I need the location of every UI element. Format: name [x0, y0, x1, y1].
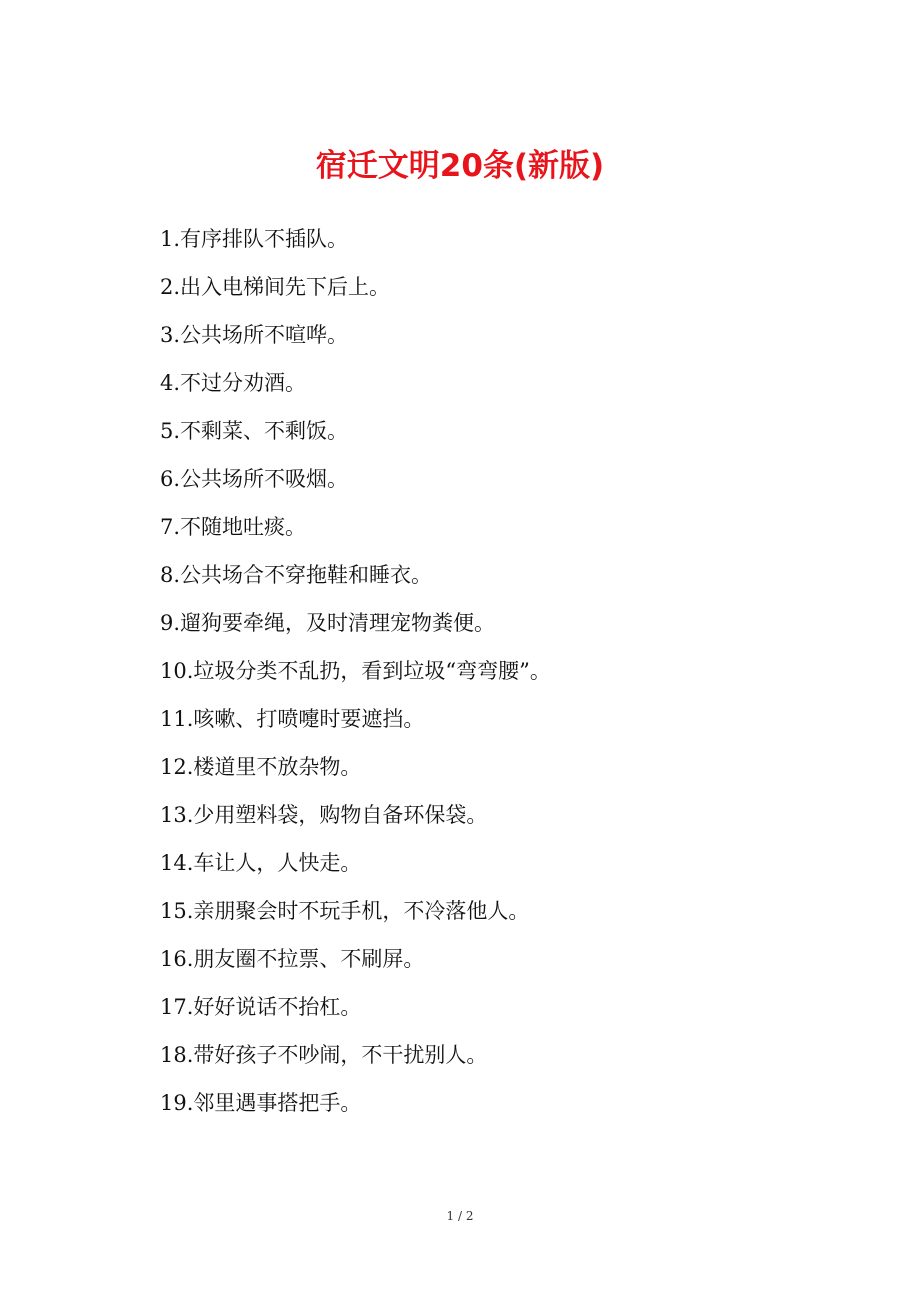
rule-item: 17.好好说话不抬杠。	[160, 995, 362, 1019]
rules-list	[160, 215, 551, 1127]
rule-item: 9.遛狗要牵绳，及时清理宠物粪便。	[160, 611, 496, 635]
rule-item: 12.楼道里不放杂物。	[160, 755, 362, 779]
rule-item: 16.朋友圈不拉票、不刷屏。	[160, 947, 425, 971]
page-number: 1 / 2	[446, 1209, 474, 1223]
rule-item: 15.亲朋聚会时不玩手机，不冷落他人。	[160, 899, 530, 923]
rule-item: 5.不剩菜、不剩饭。	[160, 419, 349, 443]
rule-item: 3.公共场所不喧哗。	[160, 323, 349, 347]
rule-item: 2.出入电梯间先下后上。	[160, 275, 391, 299]
rule-item: 4.不过分劝酒。	[160, 371, 307, 395]
rule-item: 10.垃圾分类不乱扔，看到垃圾“弯弯腰”。	[160, 659, 551, 683]
page-title: 宿迁文明20条(新版)	[315, 148, 605, 184]
rule-item: 13.少用塑料袋，购物自备环保袋。	[160, 803, 488, 827]
rule-item: 8.公共场合不穿拖鞋和睡衣。	[160, 563, 433, 587]
rule-item: 6.公共场所不吸烟。	[160, 467, 349, 491]
rule-item: 14.车让人，人快走。	[160, 851, 362, 875]
rule-item: 18.带好孩子不吵闹，不干扰别人。	[160, 1043, 488, 1067]
rule-item: 1.有序排队不插队。	[160, 227, 349, 251]
rule-item: 11.咳嗽、打喷嚏时要遮挡。	[160, 707, 425, 731]
rule-item: 19.邻里遇事搭把手。	[160, 1091, 362, 1115]
rule-item: 7.不随地吐痰。	[160, 515, 307, 539]
